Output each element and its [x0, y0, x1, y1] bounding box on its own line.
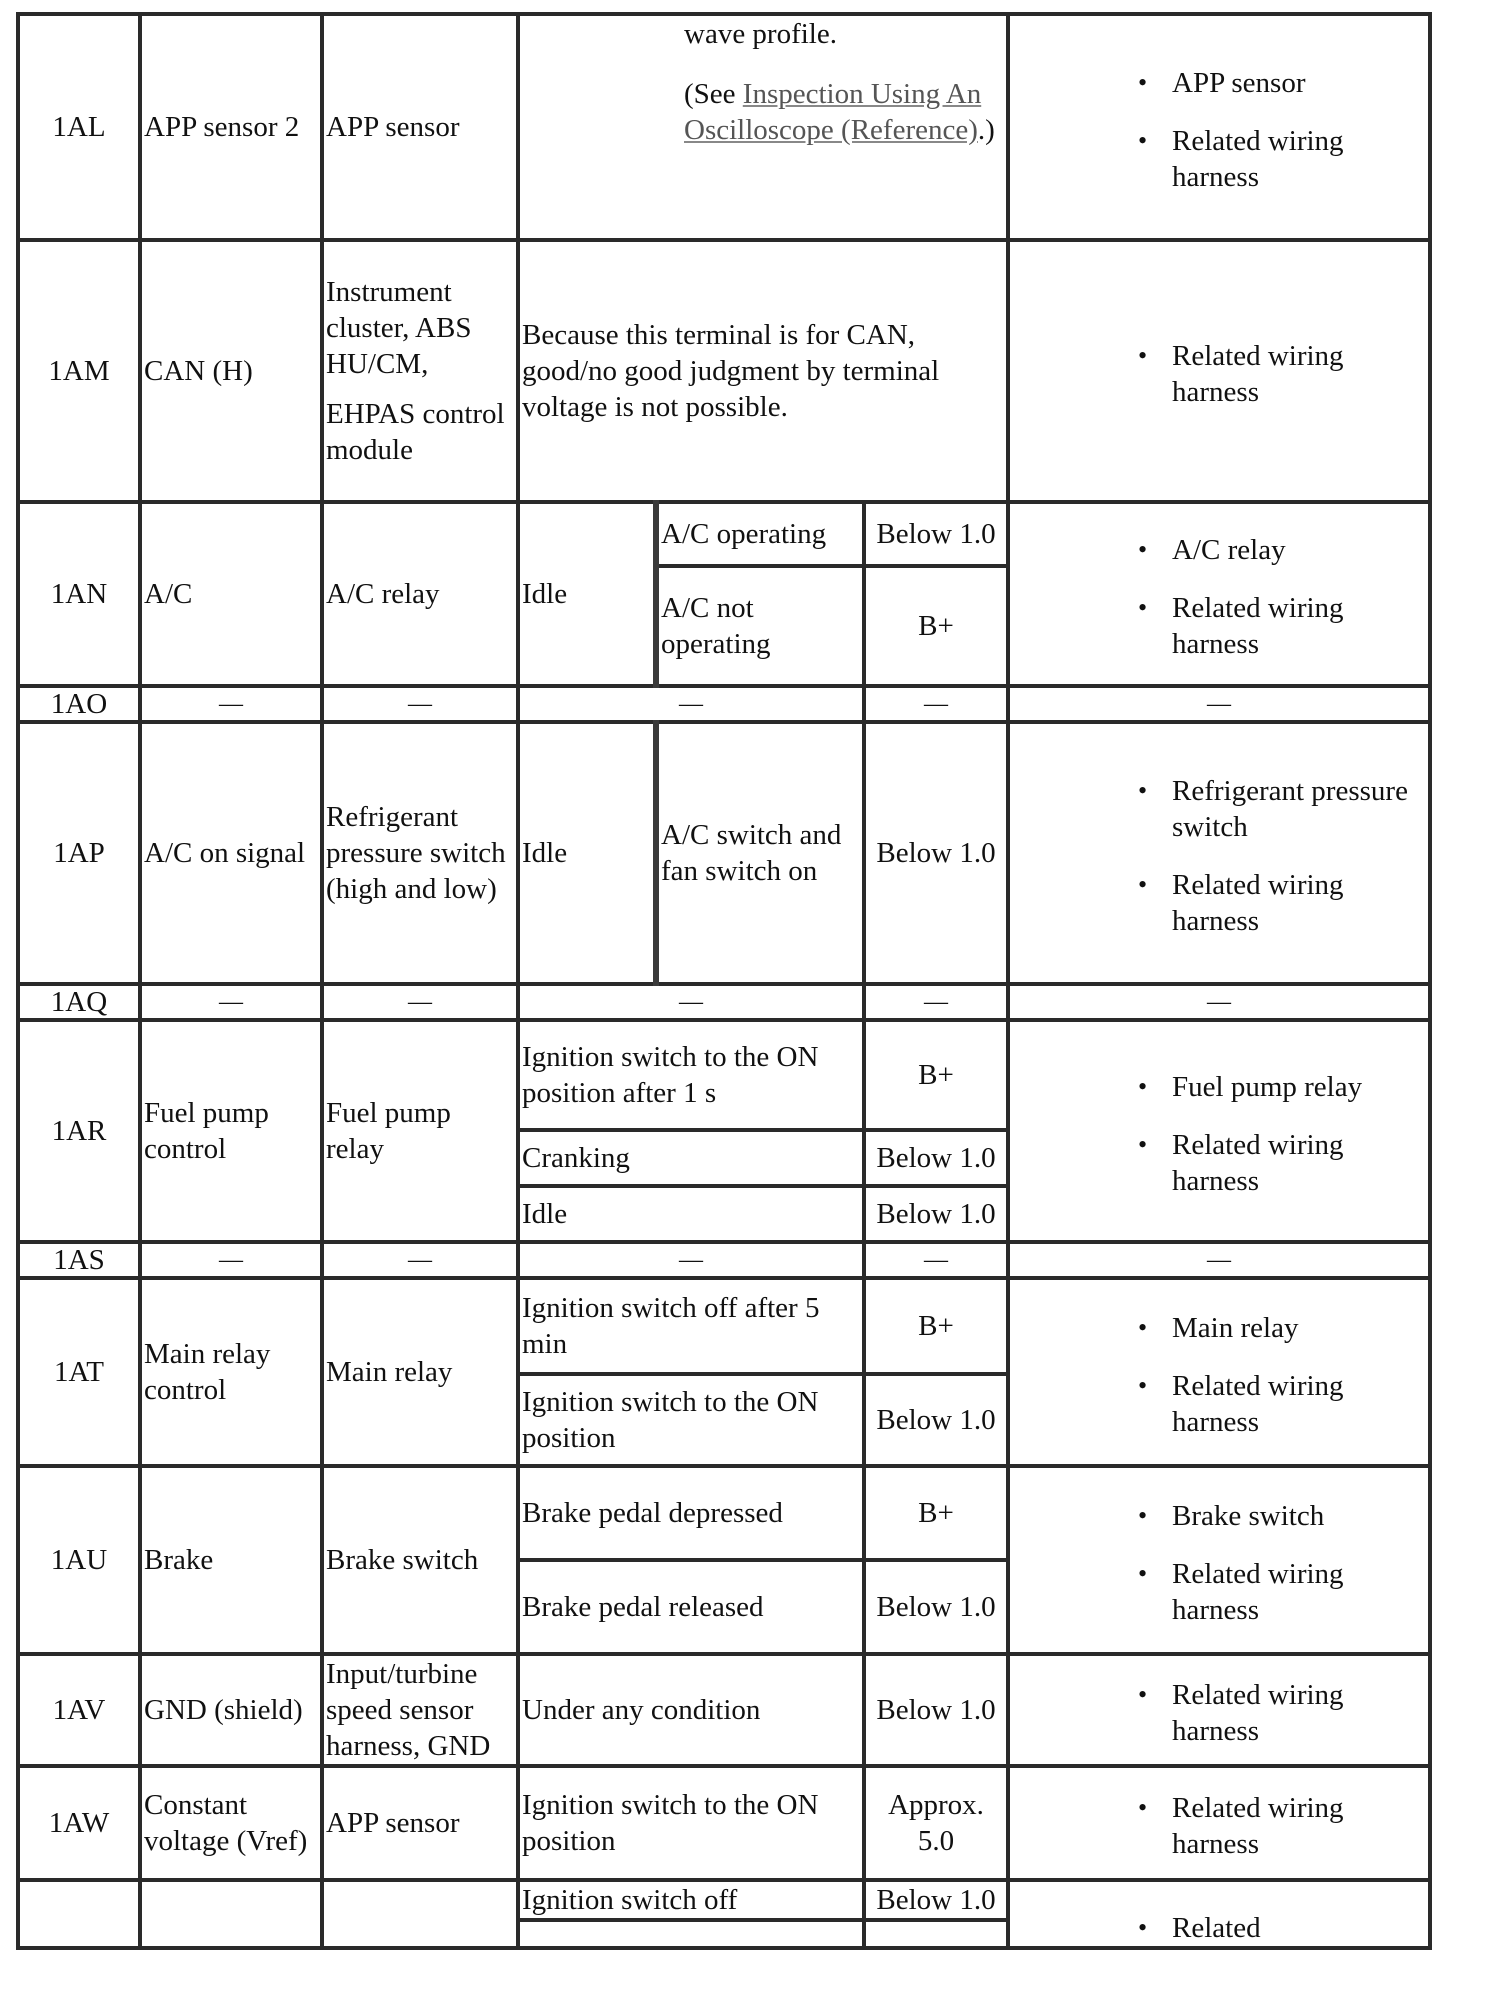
connected-to-cell: Brake switch — [322, 1466, 518, 1654]
table-row — [18, 1466, 1430, 1560]
voltage-cell: Below 1.0 — [864, 1374, 1008, 1466]
empty-dash-cell: — — [864, 1242, 1008, 1278]
empty-dash-cell: — — [322, 686, 518, 722]
oscilloscope-inspection-link[interactable]: Inspection Using An Oscilloscope (Reference) — [684, 78, 982, 146]
signal-name-cell: Main relay control — [140, 1278, 322, 1466]
table-row — [18, 1880, 1430, 1920]
signal-name-cell: A/C — [140, 502, 322, 686]
table-row — [18, 240, 1430, 502]
condition-cell: Idle — [518, 722, 656, 984]
state-cell: A/C switch and fan switch on — [656, 722, 864, 984]
condition-cell: Cranking — [518, 1130, 864, 1186]
table-row — [18, 1654, 1430, 1766]
terminal-cell: 1AW — [18, 1766, 140, 1880]
inspection-item: • Related wiring harness — [1172, 1127, 1426, 1199]
empty-dash-cell: — — [140, 686, 322, 722]
see-open-text: (See — [684, 78, 743, 110]
condition-cell: Ignition switch off — [518, 1880, 864, 1920]
connected-to-cell: Input/turbine speed sensor harness, GND — [322, 1654, 518, 1766]
condition-cell — [518, 1920, 864, 1948]
voltage-cell: Below 1.0 — [864, 722, 1008, 984]
inspection-item-cell — [1008, 1020, 1430, 1242]
inspection-item: • Related wiring harness — [1172, 123, 1426, 195]
terminal-cell: 1AR — [18, 1020, 140, 1242]
signal-name-cell: A/C on signal — [140, 722, 322, 984]
empty-dash-cell: — — [322, 1242, 518, 1278]
table-row — [18, 1766, 1430, 1880]
terminal-cell: 1AS — [18, 1242, 140, 1278]
condition-cell: Ignition switch off after 5 min — [518, 1278, 864, 1374]
table-row — [18, 14, 1430, 240]
voltage-cell: Below 1.0 — [864, 502, 1008, 566]
condition-cell: Because this terminal is for CAN, good/no good judgment by terminal voltage is not possible. — [518, 240, 1008, 502]
connected-to-cell — [322, 1880, 518, 1948]
voltage-cell: Below 1.0 — [864, 1654, 1008, 1766]
wave-profile-text: wave profile. — [684, 18, 837, 50]
inspection-item: • Refrigerant pressure switch — [1172, 773, 1426, 845]
empty-dash-cell: — — [1008, 1242, 1430, 1278]
see-close-text: .) — [977, 114, 995, 146]
terminal-cell: 1AQ — [18, 984, 140, 1020]
voltage-cell: B+ — [864, 1466, 1008, 1560]
voltage-cell — [864, 1920, 1008, 1948]
terminal-cell: 1AU — [18, 1466, 140, 1654]
state-cell: A/C operating — [656, 502, 864, 566]
terminal-cell: 1AT — [18, 1278, 140, 1466]
terminal-voltage-table — [16, 12, 1432, 1950]
empty-dash-cell: — — [518, 686, 864, 722]
connected-to-line: EHPAS control module — [326, 398, 505, 466]
terminal-cell: 1AP — [18, 722, 140, 984]
empty-dash-cell: — — [322, 984, 518, 1020]
inspection-item-cell — [1008, 722, 1430, 984]
condition-cell — [518, 14, 1008, 240]
signal-name-cell: Fuel pump control — [140, 1020, 322, 1242]
empty-dash-cell: — — [518, 984, 864, 1020]
state-cell: A/C not operating — [656, 566, 864, 686]
terminal-cell: 1AN — [18, 502, 140, 686]
empty-dash-cell: — — [140, 984, 322, 1020]
connected-to-cell: A/C relay — [322, 502, 518, 686]
table-row — [18, 984, 1430, 1020]
condition-cell: Ignition switch to the ON position — [518, 1766, 864, 1880]
voltage-cell: Approx. 5.0 — [864, 1766, 1008, 1880]
inspection-item: • Related wiring harness — [1172, 1368, 1426, 1440]
condition-cell: Idle — [518, 502, 656, 686]
empty-dash-cell: — — [140, 1242, 322, 1278]
signal-name-cell: CAN (H) — [140, 240, 322, 502]
voltage-cell: Below 1.0 — [864, 1130, 1008, 1186]
inspection-item-cell — [1008, 1654, 1430, 1766]
terminal-voltage-table-page — [16, 12, 1428, 1950]
connected-to-line: Instrument cluster, ABS HU/CM, — [326, 276, 472, 380]
inspection-item: • Related wiring harness — [1172, 867, 1426, 939]
inspection-item: • Related wiring harness — [1172, 338, 1426, 410]
empty-dash-cell: — — [1008, 686, 1430, 722]
signal-name-cell: APP sensor 2 — [140, 14, 322, 240]
inspection-item: • Related — [1172, 1910, 1426, 1946]
inspection-item-cell — [1008, 1466, 1430, 1654]
connected-to-cell: Fuel pump relay — [322, 1020, 518, 1242]
condition-cell: Idle — [518, 1186, 864, 1242]
voltage-cell: Below 1.0 — [864, 1880, 1008, 1920]
empty-dash-cell: — — [864, 686, 1008, 722]
empty-dash-cell: — — [864, 984, 1008, 1020]
condition-cell: Brake pedal released — [518, 1560, 864, 1654]
voltage-cell: Below 1.0 — [864, 1560, 1008, 1654]
signal-name-cell: Brake — [140, 1466, 322, 1654]
terminal-cell: 1AL — [18, 14, 140, 240]
inspection-item: • APP sensor — [1172, 65, 1426, 101]
voltage-cell: B+ — [864, 566, 1008, 686]
inspection-item-cell — [1008, 502, 1430, 686]
connected-to-cell — [322, 240, 518, 502]
inspection-item: • Related wiring harness — [1172, 590, 1426, 662]
table-row — [18, 1242, 1430, 1278]
connected-to-cell: APP sensor — [322, 1766, 518, 1880]
voltage-cell: B+ — [864, 1020, 1008, 1130]
inspection-item-cell — [1008, 1766, 1430, 1880]
empty-dash-cell: — — [518, 1242, 864, 1278]
connected-to-cell: Refrigerant pressure switch (high and low) — [322, 722, 518, 984]
terminal-cell: 1AO — [18, 686, 140, 722]
empty-dash-cell: — — [1008, 984, 1430, 1020]
terminal-cell — [18, 1880, 140, 1948]
signal-name-cell: GND (shield) — [140, 1654, 322, 1766]
inspection-item: • A/C relay — [1172, 532, 1426, 568]
signal-name-cell — [140, 1880, 322, 1948]
voltage-cell: Below 1.0 — [864, 1186, 1008, 1242]
table-row — [18, 686, 1430, 722]
terminal-cell: 1AM — [18, 240, 140, 502]
inspection-item: • Fuel pump relay — [1172, 1069, 1426, 1105]
condition-cell: Ignition switch to the ON position — [518, 1374, 864, 1466]
inspection-item-cell — [1008, 240, 1430, 502]
terminal-cell: 1AV — [18, 1654, 140, 1766]
table-row — [18, 722, 1430, 984]
inspection-item-cell — [1008, 14, 1430, 240]
condition-cell: Brake pedal depressed — [518, 1466, 864, 1560]
table-row — [18, 1020, 1430, 1130]
connected-to-cell: Main relay — [322, 1278, 518, 1466]
table-row — [18, 1278, 1430, 1374]
inspection-item: • Brake switch — [1172, 1498, 1426, 1534]
table-row — [18, 502, 1430, 566]
inspection-item: • Main relay — [1172, 1310, 1426, 1346]
inspection-item: • Related wiring harness — [1172, 1790, 1426, 1862]
signal-name-cell: Constant voltage (Vref) — [140, 1766, 322, 1880]
voltage-cell: B+ — [864, 1278, 1008, 1374]
inspection-item-cell — [1008, 1880, 1430, 1948]
condition-cell: Under any condition — [518, 1654, 864, 1766]
condition-cell: Ignition switch to the ON position after 1 s — [518, 1020, 864, 1130]
inspection-item: • Related wiring harness — [1172, 1556, 1426, 1628]
connected-to-cell: APP sensor — [322, 14, 518, 240]
inspection-item-cell — [1008, 1278, 1430, 1466]
inspection-item: • Related wiring harness — [1172, 1677, 1426, 1749]
